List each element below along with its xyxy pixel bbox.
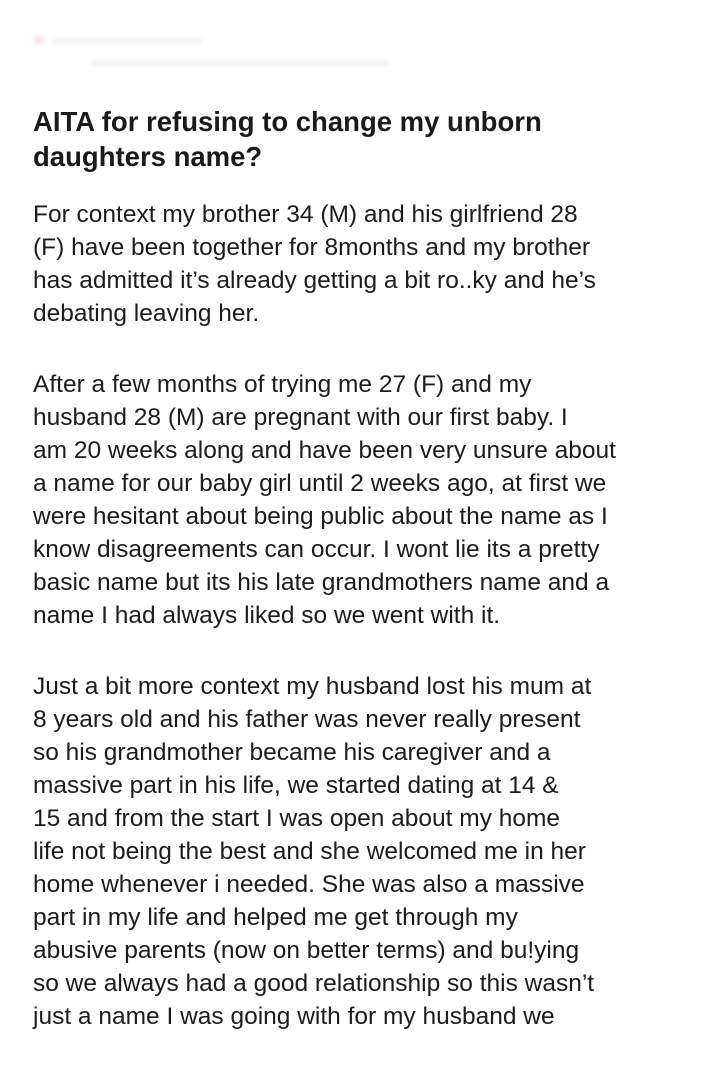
blurred-text-line [52, 38, 202, 44]
post-title: AITA for refusing to change my unborn daughters name? [33, 106, 542, 172]
blurred-avatar [34, 36, 44, 44]
blurred-post-header [30, 30, 390, 80]
post-paragraph-1: For context my brother 34 (M) and his girlfriend 28 (F) have been together for 8months and my brother has admitted it’s already getting a bit ro..ky and he’s debating leaving her. [33, 201, 596, 327]
post [33, 104, 703, 1071]
post-paragraph-3: Just a bit more context my husband lost his mum at 8 years old and his father was never really present so his grandmother became his caregiver and a massive part in his life, we started dating at 14 & 15 and from the start I was open about my home life not being the best and she welcomed me in her home whenever i needed. She was also a massive part in my life and helped me get through my abusive parents (now on better terms) and bu!ying so we always had a good relationship so this wasn’t just a name I was going with for my husband we [33, 673, 595, 1030]
post-paragraph-2: After a few months of trying me 27 (F) and my husband 28 (M) are pregnant with our first baby. I am 20 weeks along and have been very unsure about a name for our baby girl until 2 weeks ago, at first we were hesitant about being public about the name as I know disagreements can occur. I wont lie its a pretty basic name but its his late grandmothers name and a name I had always liked so we went with it. [33, 371, 616, 629]
blurred-text-line [90, 60, 390, 66]
